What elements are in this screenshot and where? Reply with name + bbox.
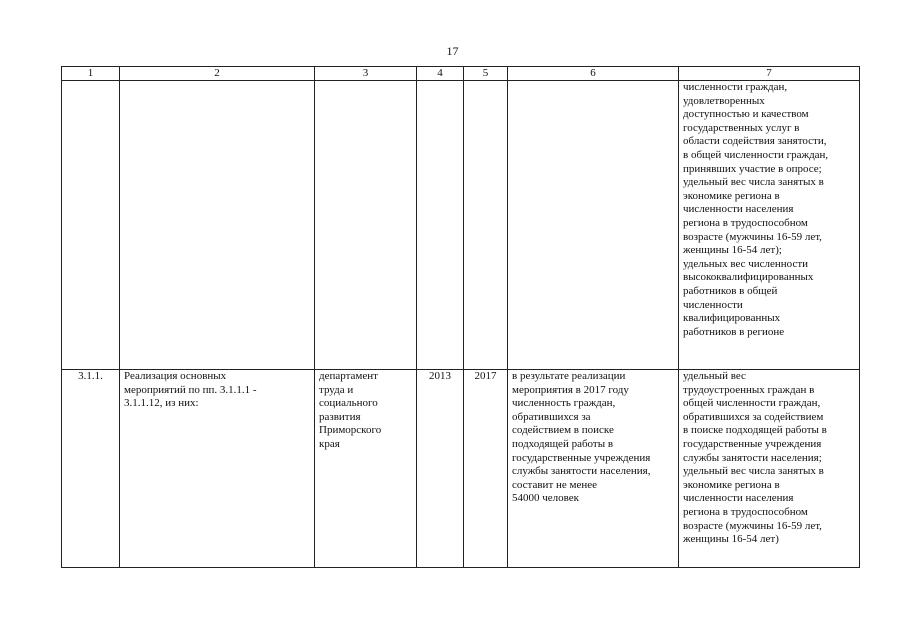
text-line: края — [319, 437, 340, 450]
text-line: численности граждан, — [683, 81, 788, 93]
text-line: численности населения — [683, 492, 794, 505]
text-line: обратившихся за — [512, 410, 591, 423]
expected-result-cell — [508, 370, 679, 568]
text-line: в поиске подходящей работы в — [683, 424, 827, 437]
text-line: экономике региона в — [683, 189, 780, 202]
measure-row — [62, 370, 860, 568]
text-line: мероприятия в 2017 году — [512, 383, 629, 396]
text-line: численности — [683, 298, 743, 311]
text-line: численности населения — [683, 203, 794, 216]
indicators-cell — [679, 370, 860, 568]
header-col-5: 5 — [464, 67, 508, 81]
text-line: составит не менее — [512, 478, 598, 491]
text-line: государственных услуг в — [683, 121, 800, 134]
text-line: содействием в поиске — [512, 424, 614, 437]
cont-cell-5 — [464, 81, 508, 370]
measure-name-cell — [120, 370, 315, 568]
text-line: социального — [319, 397, 378, 410]
text-line: высококвалифицированных — [683, 271, 814, 284]
continuation-row — [62, 81, 860, 370]
cont-indicators-cell — [679, 81, 860, 370]
text-line: Реализация основных — [124, 370, 227, 382]
header-col-3: 3 — [315, 67, 417, 81]
text-line: региона в трудоспособном — [683, 216, 808, 229]
cont-cell-1 — [62, 81, 120, 370]
text-line: женщины 16-54 лет); — [683, 244, 782, 257]
text-line: работников в общей — [683, 284, 778, 297]
header-col-7: 7 — [679, 67, 860, 81]
text-line: возрасте (мужчины 16-59 лет, — [683, 519, 822, 532]
text-line: работников в регионе — [683, 325, 785, 338]
text-line: обратившихся за содействием — [683, 410, 824, 423]
text-line: государственные учреждения — [683, 437, 822, 450]
header-col-2: 2 — [120, 67, 315, 81]
text-line: в общей численности граждан, — [683, 148, 829, 161]
text-line: труда и — [319, 383, 354, 396]
text-line: службы занятости населения, — [512, 465, 651, 478]
cont-cell-3 — [315, 81, 417, 370]
text-line: удельный вес — [683, 370, 746, 382]
text-line: в результате реализации — [512, 370, 626, 382]
cont-cell-2 — [120, 81, 315, 370]
executor-cell — [315, 370, 417, 568]
text-line: общей численности граждан, — [683, 397, 821, 410]
text-line: департамент — [319, 370, 378, 382]
end-year-cell: 2017 — [464, 370, 508, 568]
start-year-cell: 2013 — [417, 370, 464, 568]
text-line: доступностью и качеством — [683, 108, 809, 121]
text-line: развития — [319, 410, 361, 423]
cont-cell-6 — [508, 81, 679, 370]
header-col-4: 4 — [417, 67, 464, 81]
header-col-1: 1 — [62, 67, 120, 81]
text-line: региона в трудоспособном — [683, 505, 808, 518]
text-line: женщины 16-54 лет) — [683, 533, 779, 546]
text-line: 3.1.1.12, из них: — [124, 397, 199, 410]
text-line: службы занятости населения; — [683, 451, 822, 464]
text-line: квалифицированных — [683, 312, 781, 325]
item-number: 3.1.1. — [62, 370, 120, 568]
text-line: трудоустроенных граждан в — [683, 383, 815, 396]
text-line: мероприятий по пп. 3.1.1.1 - — [124, 383, 257, 396]
text-line: принявших участие в опросе; — [683, 162, 822, 175]
cont-cell-4 — [417, 81, 464, 370]
text-line: численность граждан, — [512, 397, 616, 410]
text-line: удовлетворенных — [683, 94, 765, 107]
text-line: удельный вес числа занятых в — [683, 176, 824, 189]
text-line: возрасте (мужчины 16-59 лет, — [683, 230, 822, 243]
text-line: области содействия занятости, — [683, 135, 827, 148]
page-number: 17 — [446, 44, 459, 58]
text-line: экономике региона в — [683, 478, 780, 491]
text-line: удельный вес числа занятых в — [683, 465, 824, 478]
text-line: Приморского — [319, 424, 382, 437]
text-line: удельных вес численности — [683, 257, 809, 270]
header-col-6: 6 — [508, 67, 679, 81]
header-row — [62, 67, 860, 81]
program-table — [61, 66, 860, 568]
text-line: государственные учреждения — [512, 451, 651, 464]
text-line: подходящей работы в — [512, 437, 614, 450]
text-line: 54000 человек — [512, 492, 580, 505]
